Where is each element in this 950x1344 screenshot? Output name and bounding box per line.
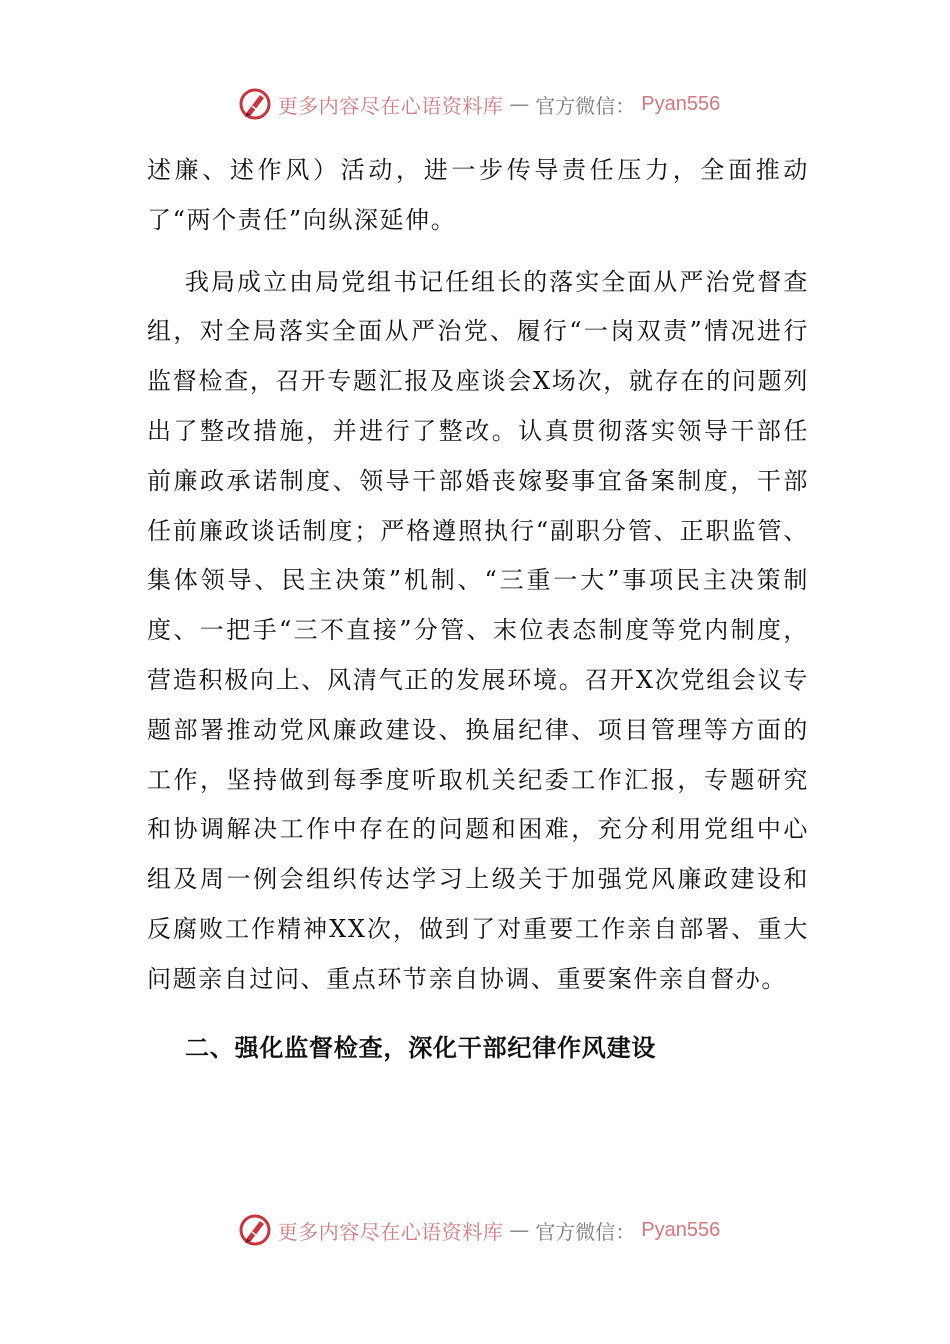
section-heading: 二、强化监督检查，深化干部纪律作风建设 [185,1033,657,1062]
watermark-wechat-id: Pyan556 [641,92,721,115]
watermark-wechat-label: 官方微信： [535,93,636,118]
paragraph-main: 我局成立由局党组书记任组长的落实全面从严治党督查组，对全局落实全面从严治党、履行“一岗双责”情况进行监督检查，召开专题汇报及座谈会X场次，就存在的问题列出了整改措施，并进行了整改。认真贯彻落实领导干部任前廉政承诺制度、领导干部婚丧嫁娶事宜备案制度，干部任前廉政谈话制度；严格遵照执行“副职分管、正职监管、集体领导、民主决策”机制、“三重一大”事项民主决策制度、一把手“三不直接”分管、末位表态制度等党内制度，营造积极向上、风清气正的发展环境。召开X次党组会议专题部署推动党风廉政建设、换届纪律、项目管理等方面的工作，坚持做到每季度听取机关纪委工作汇报，专题研究和协调解决工作中存在的问题和困难，充分利用党组中心组及周一例会组织传达学习上级关于加强党风廉政建设和反腐败工作精神XX次，做到了对重要工作亲自部署、重大问题亲自过问、重点环节亲自协调、重要案件亲自督办。 [147,267,809,993]
pen-logo-icon [238,87,272,121]
watermark-text: 更多内容尽在心语资料库 [277,93,504,118]
header-watermark [0,82,950,126]
pen-logo-icon [238,1213,272,1247]
watermark-text: 更多内容尽在心语资料库 [277,1219,504,1244]
document-body [147,146,809,1073]
watermark-wechat-id: Pyan556 [641,1218,721,1241]
watermark-dash: — [509,1218,530,1242]
watermark-wechat-label: 官方微信： [535,1219,636,1244]
watermark-group [238,1213,720,1247]
watermark-dash: — [509,92,530,116]
watermark-group [238,87,720,121]
paragraph-continuation: 述廉、述作风）活动，进一步传导责任压力，全面推动了“两个责任”向纵深延伸。 [147,156,809,234]
footer-watermark [0,1208,950,1252]
